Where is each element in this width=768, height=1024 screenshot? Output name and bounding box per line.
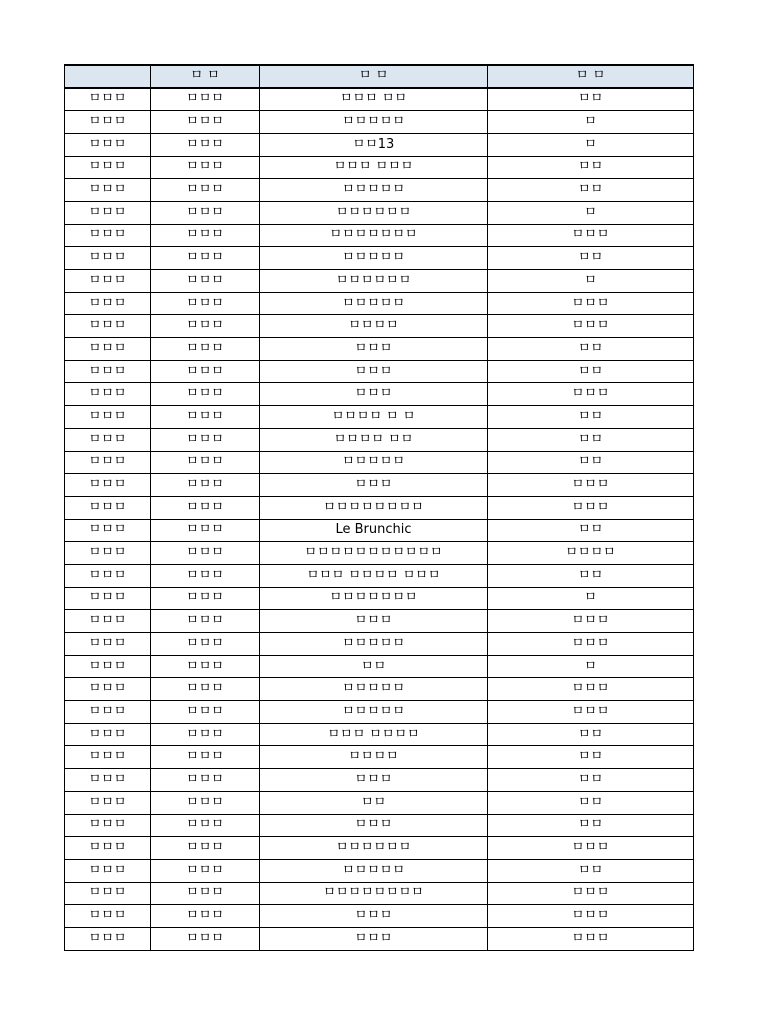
table-cell: ㅁㅁㅁ — [151, 746, 260, 769]
table-cell: ㅁㅁㅁㅁㅁ — [260, 701, 488, 724]
table-cell: ㅁㅁㅁ — [151, 655, 260, 678]
table-cell: ㅁㅁ — [488, 814, 694, 837]
table-cell: ㅁㅁㅁ — [260, 360, 488, 383]
table-cell: ㅁㅁㅁ — [151, 133, 260, 156]
table-cell: ㅁㅁㅁㅁㅁㅁㅁㅁㅁㅁㅁ — [260, 542, 488, 565]
table-row — [65, 315, 694, 338]
table-row — [65, 655, 694, 678]
table-cell: ㅁㅁㅁ — [65, 474, 151, 497]
table-row — [65, 814, 694, 837]
table-row — [65, 201, 694, 224]
table-cell: ㅁㅁㅁ — [65, 633, 151, 656]
table-cell: ㅁㅁㅁ — [65, 428, 151, 451]
table-cell: ㅁ — [488, 655, 694, 678]
table-row — [65, 633, 694, 656]
table-cell: ㅁㅁ — [488, 769, 694, 792]
table-cell: ㅁㅁㅁ — [151, 360, 260, 383]
table-row — [65, 474, 694, 497]
table-row — [65, 701, 694, 724]
table-cell: ㅁㅁㅁ — [65, 270, 151, 293]
table-cell: ㅁㅁ — [488, 746, 694, 769]
table-cell: ㅁㅁㅁㅁㅁ — [260, 859, 488, 882]
table-cell: ㅁ — [488, 111, 694, 134]
table-cell: ㅁㅁ — [488, 247, 694, 270]
table-cell: ㅁㅁㅁ — [65, 837, 151, 860]
table-cell: ㅁ — [488, 270, 694, 293]
table-cell: ㅁㅁㅁ — [65, 201, 151, 224]
table-cell: ㅁㅁ — [488, 451, 694, 474]
table-cell: ㅁㅁㅁㅁㅁㅁ — [260, 201, 488, 224]
table-cell: ㅁㅁㅁ — [488, 927, 694, 950]
table-cell: ㅁㅁㅁㅁ ㅁㅁ — [260, 428, 488, 451]
table-row — [65, 542, 694, 565]
table-cell: ㅁㅁㅁ — [151, 723, 260, 746]
table-cell: ㅁㅁㅁ — [260, 383, 488, 406]
table-cell: ㅁㅁㅁ — [65, 542, 151, 565]
table-cell: ㅁㅁㅁ — [151, 610, 260, 633]
table-cell: ㅁㅁㅁ — [151, 383, 260, 406]
table-cell: ㅁㅁㅁ — [65, 769, 151, 792]
table-row — [65, 111, 694, 134]
column-header-1 — [65, 65, 151, 88]
table-cell: ㅁㅁㅁㅁㅁㅁ — [260, 270, 488, 293]
table-row — [65, 678, 694, 701]
table-cell: ㅁㅁㅁ — [151, 156, 260, 179]
table-cell: ㅁㅁㅁㅁㅁㅁㅁㅁ — [260, 496, 488, 519]
table-cell: ㅁㅁㅁ — [65, 882, 151, 905]
table-cell: ㅁ — [488, 201, 694, 224]
table-cell: ㅁㅁ — [488, 156, 694, 179]
table-cell: ㅁㅁㅁ — [65, 564, 151, 587]
table-cell: ㅁㅁㅁ — [151, 905, 260, 928]
table-cell: ㅁㅁㅁ — [488, 292, 694, 315]
table-row — [65, 338, 694, 361]
column-header-4: ㅁ ㅁ — [488, 65, 694, 88]
table-cell: ㅁㅁ — [488, 179, 694, 202]
table-cell: ㅁㅁㅁ — [65, 519, 151, 542]
table-row — [65, 723, 694, 746]
table-cell: ㅁㅁㅁ — [65, 88, 151, 111]
table-cell: ㅁㅁㅁ — [151, 678, 260, 701]
column-header-3: ㅁ ㅁ — [260, 65, 488, 88]
table-cell: ㅁㅁㅁㅁㅁ — [260, 179, 488, 202]
table-cell: ㅁㅁㅁㅁㅁㅁㅁ — [260, 224, 488, 247]
table-row — [65, 451, 694, 474]
table-cell: ㅁㅁㅁ — [65, 723, 151, 746]
table-row — [65, 428, 694, 451]
column-header-2: ㅁ ㅁ — [151, 65, 260, 88]
table-row — [65, 224, 694, 247]
spreadsheet-page — [64, 64, 694, 951]
table-cell: ㅁㅁㅁ — [151, 315, 260, 338]
table-cell: ㅁㅁ — [488, 338, 694, 361]
table-row — [65, 610, 694, 633]
table-row — [65, 519, 694, 542]
table-cell: ㅁㅁ13 — [260, 133, 488, 156]
table-row — [65, 360, 694, 383]
table-cell: ㅁㅁㅁ — [488, 610, 694, 633]
table-cell: ㅁㅁㅁ — [151, 701, 260, 724]
table-row — [65, 837, 694, 860]
table-cell: ㅁㅁㅁ — [65, 927, 151, 950]
table-cell: ㅁㅁㅁ — [65, 406, 151, 429]
table-cell: ㅁㅁㅁ — [65, 814, 151, 837]
table-cell: ㅁㅁㅁ — [151, 451, 260, 474]
table-cell: ㅁㅁㅁ — [65, 133, 151, 156]
table-cell: ㅁㅁㅁ — [260, 474, 488, 497]
table-cell: ㅁㅁㅁ — [488, 383, 694, 406]
table-row — [65, 564, 694, 587]
table-row — [65, 859, 694, 882]
table-cell: ㅁㅁㅁ — [151, 814, 260, 837]
table-cell: ㅁㅁㅁ — [65, 224, 151, 247]
table-cell: ㅁㅁㅁ — [488, 224, 694, 247]
table-cell: ㅁㅁㅁ — [260, 338, 488, 361]
table-cell: ㅁㅁㅁ — [65, 111, 151, 134]
table-cell: ㅁㅁㅁ — [488, 905, 694, 928]
table-row — [65, 905, 694, 928]
table-cell: ㅁㅁㅁㅁㅁㅁㅁㅁ — [260, 882, 488, 905]
table-cell: ㅁㅁㅁ — [488, 633, 694, 656]
table-cell: ㅁㅁㅁ — [65, 451, 151, 474]
table-cell: ㅁㅁ — [488, 791, 694, 814]
table-cell: ㅁㅁㅁ — [488, 882, 694, 905]
table-cell: ㅁㅁㅁ — [151, 338, 260, 361]
table-cell: ㅁㅁㅁ ㅁㅁㅁㅁ — [260, 723, 488, 746]
table-cell: ㅁㅁㅁ — [151, 519, 260, 542]
table-cell: ㅁㅁㅁ — [488, 496, 694, 519]
table-cell: ㅁㅁㅁ — [260, 814, 488, 837]
table-row — [65, 270, 694, 293]
table-row — [65, 247, 694, 270]
table-cell: ㅁㅁㅁ — [488, 678, 694, 701]
table-cell: ㅁㅁㅁㅁㅁㅁㅁ — [260, 587, 488, 610]
table-cell: ㅁㅁㅁ — [65, 746, 151, 769]
table-cell: ㅁㅁㅁ — [151, 927, 260, 950]
table-cell: ㅁㅁㅁ — [151, 201, 260, 224]
table-cell: ㅁㅁㅁ — [151, 859, 260, 882]
table-row — [65, 133, 694, 156]
table-cell: ㅁㅁㅁ — [488, 837, 694, 860]
table-row — [65, 791, 694, 814]
table-cell: ㅁㅁㅁ — [488, 474, 694, 497]
table-cell: ㅁㅁㅁ — [151, 769, 260, 792]
table-cell: ㅁㅁㅁ — [65, 338, 151, 361]
table-row — [65, 927, 694, 950]
table-cell: ㅁㅁㅁ — [151, 428, 260, 451]
table-cell: ㅁㅁㅁㅁㅁ — [260, 292, 488, 315]
table-cell: ㅁㅁㅁ — [260, 769, 488, 792]
table-cell: ㅁㅁㅁ — [65, 859, 151, 882]
table-cell: ㅁㅁㅁㅁㅁ — [260, 247, 488, 270]
table-cell: ㅁㅁㅁ — [260, 610, 488, 633]
table-cell: ㅁㅁㅁ — [65, 701, 151, 724]
table-row — [65, 406, 694, 429]
table-cell: ㅁㅁ — [488, 564, 694, 587]
table-cell: ㅁㅁㅁ — [65, 360, 151, 383]
table-cell: ㅁㅁㅁㅁ — [260, 746, 488, 769]
table-row — [65, 88, 694, 111]
table-cell: ㅁㅁㅁㅁㅁ — [260, 633, 488, 656]
table-cell: ㅁㅁㅁ — [65, 315, 151, 338]
table-cell: ㅁㅁㅁㅁ — [260, 315, 488, 338]
table-cell: ㅁ — [488, 133, 694, 156]
table-cell: ㅁㅁㅁ — [151, 633, 260, 656]
table-cell: ㅁㅁㅁ — [151, 587, 260, 610]
table-cell: ㅁㅁㅁ — [151, 406, 260, 429]
table-cell: ㅁㅁㅁㅁㅁ — [260, 451, 488, 474]
table-cell: ㅁㅁㅁ — [151, 474, 260, 497]
table-row — [65, 587, 694, 610]
table-cell: ㅁㅁ — [488, 88, 694, 111]
table-cell: ㅁㅁㅁ — [65, 655, 151, 678]
table-cell: ㅁㅁㅁㅁㅁ — [260, 678, 488, 701]
table-cell: ㅁㅁㅁ — [151, 882, 260, 905]
table-cell: ㅁㅁㅁ — [65, 587, 151, 610]
table-cell: ㅁㅁㅁ — [65, 292, 151, 315]
table-cell: ㅁㅁㅁ — [65, 156, 151, 179]
table-cell: ㅁㅁㅁ — [65, 905, 151, 928]
table-cell: ㅁㅁ — [488, 360, 694, 383]
table-cell: ㅁㅁㅁ — [260, 927, 488, 950]
table-row — [65, 383, 694, 406]
table-cell: ㅁㅁㅁ — [151, 224, 260, 247]
table-cell: ㅁㅁㅁ — [65, 610, 151, 633]
table-cell: ㅁㅁ — [488, 859, 694, 882]
table-row — [65, 156, 694, 179]
table-cell: ㅁㅁㅁ — [151, 496, 260, 519]
table-cell: ㅁㅁㅁ ㅁㅁㅁㅁ ㅁㅁㅁ — [260, 564, 488, 587]
table-cell: ㅁㅁㅁ — [151, 270, 260, 293]
table-cell: ㅁㅁㅁ — [260, 905, 488, 928]
table-cell: ㅁㅁ — [260, 791, 488, 814]
table-cell: ㅁㅁㅁ — [151, 111, 260, 134]
table-row — [65, 292, 694, 315]
table-row — [65, 882, 694, 905]
table-cell: ㅁㅁㅁ — [151, 292, 260, 315]
table-cell: ㅁㅁㅁ — [65, 179, 151, 202]
table-cell: ㅁㅁㅁ — [65, 383, 151, 406]
table-row — [65, 179, 694, 202]
table-cell: ㅁㅁㅁㅁ — [488, 542, 694, 565]
table-row — [65, 769, 694, 792]
table-cell: ㅁㅁ — [488, 406, 694, 429]
table-cell: ㅁㅁㅁ — [151, 837, 260, 860]
table-cell: ㅁㅁ — [488, 428, 694, 451]
table-cell: ㅁㅁ — [488, 519, 694, 542]
table-cell: ㅁㅁㅁ — [65, 678, 151, 701]
table-cell: ㅁㅁ — [488, 723, 694, 746]
table-cell: ㅁㅁㅁ — [151, 179, 260, 202]
table-cell: ㅁ — [488, 587, 694, 610]
table-cell: ㅁㅁㅁ — [65, 791, 151, 814]
table-cell: ㅁㅁㅁ — [488, 315, 694, 338]
table-cell: ㅁㅁㅁ — [151, 791, 260, 814]
table-cell: ㅁㅁㅁㅁ ㅁ ㅁ — [260, 406, 488, 429]
table-cell: ㅁㅁㅁ — [488, 701, 694, 724]
table-body — [65, 88, 694, 951]
table-cell: ㅁㅁㅁ ㅁㅁ — [260, 88, 488, 111]
table-cell: ㅁㅁㅁㅁㅁ — [260, 111, 488, 134]
table-cell: ㅁㅁㅁ — [65, 247, 151, 270]
table-header-row — [65, 65, 694, 88]
table-row — [65, 746, 694, 769]
table-cell: ㅁㅁㅁㅁㅁㅁ — [260, 837, 488, 860]
table-cell: ㅁㅁㅁ — [151, 88, 260, 111]
table-cell: ㅁㅁㅁ — [151, 564, 260, 587]
table-cell: ㅁㅁㅁ — [65, 496, 151, 519]
table-cell: ㅁㅁㅁ — [151, 247, 260, 270]
data-table — [64, 64, 694, 951]
table-cell: ㅁㅁ — [260, 655, 488, 678]
table-row — [65, 496, 694, 519]
table-cell: ㅁㅁㅁ — [151, 542, 260, 565]
table-cell: ㅁㅁㅁ ㅁㅁㅁ — [260, 156, 488, 179]
table-cell: Le Brunchic — [260, 519, 488, 542]
